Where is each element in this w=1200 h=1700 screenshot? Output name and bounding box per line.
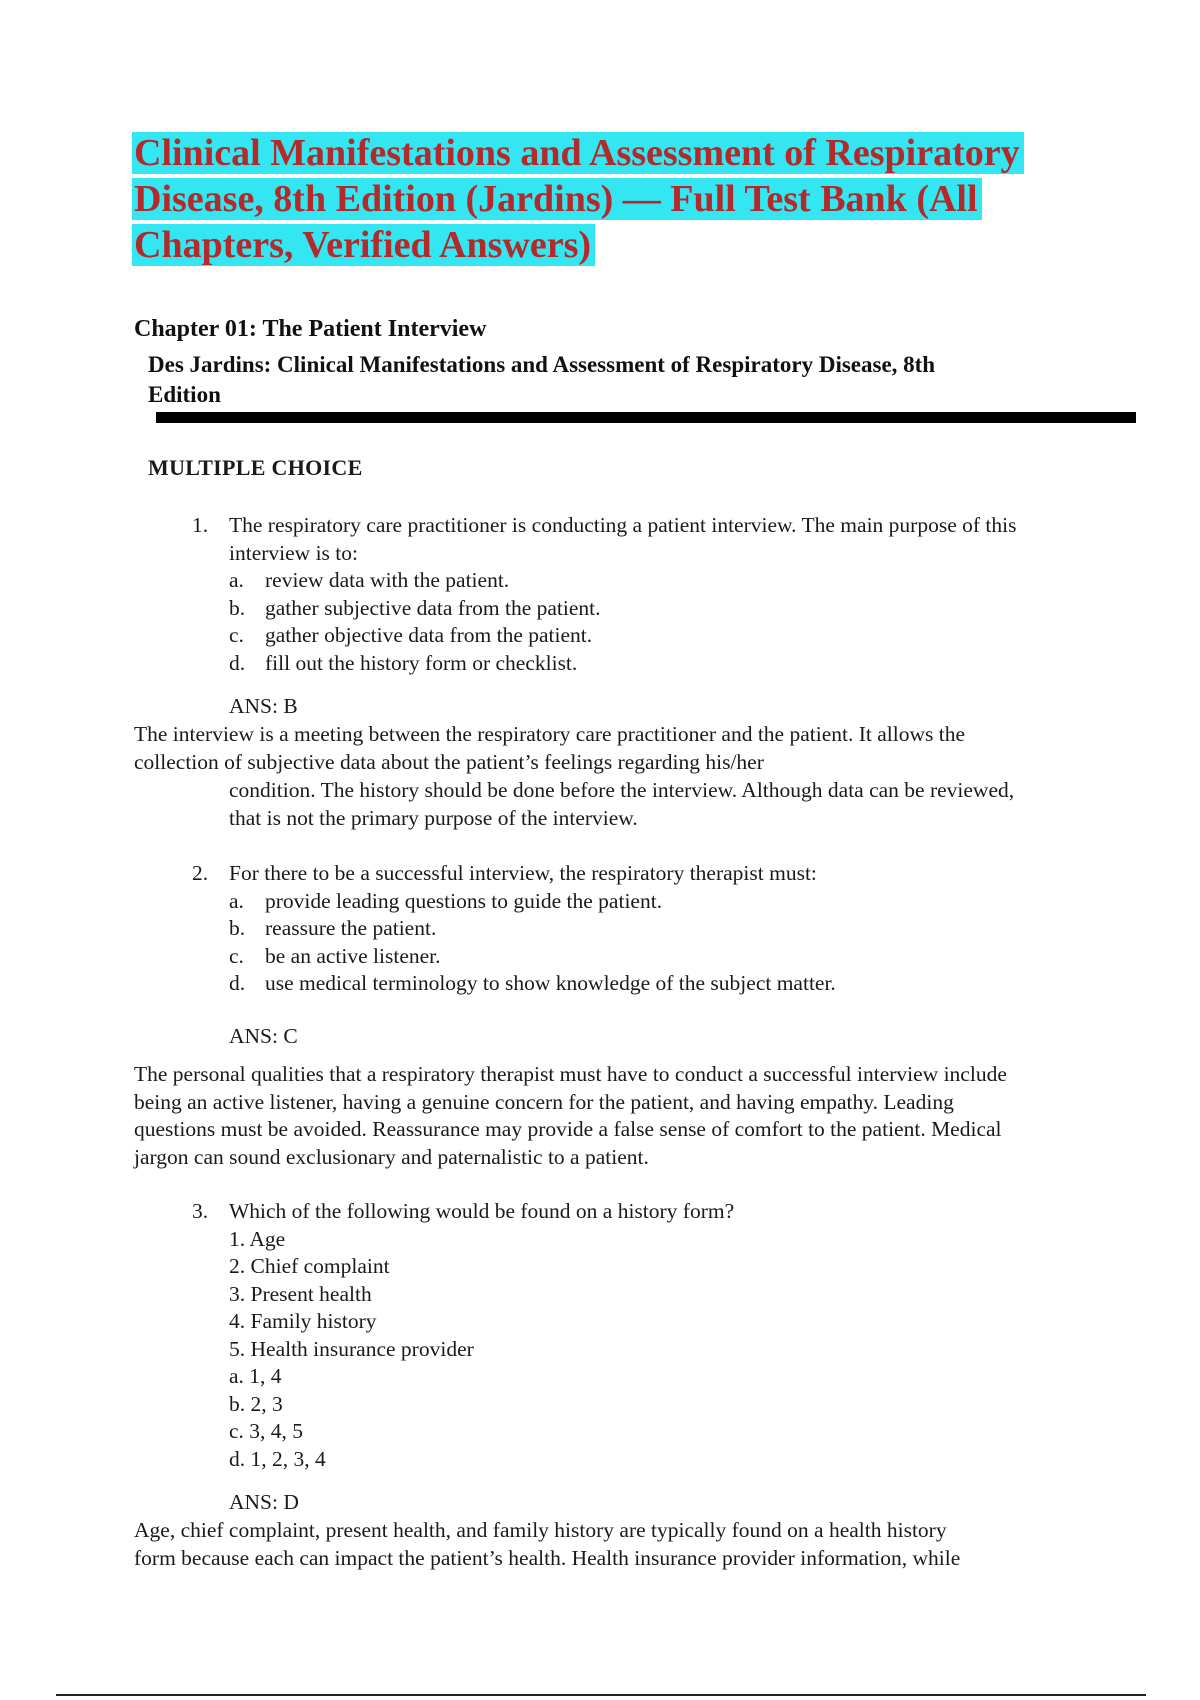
question-3-choice-a: a. 1, 4 [229,1364,282,1388]
question-1-stem-line-2: interview is to: [229,540,358,565]
question-1-rationale-line-1: The interview is a meeting between the respiratory care practitioner and the patient. It allows the [134,722,966,746]
question-3 [229,1198,1129,1473]
question-3-rationale-line-2: form because each can impact the patient’s health. Health insurance provider information, while [134,1545,961,1570]
question-3-rationale-line-1: Age, chief complaint, present health, and family history are typically found on a health history [134,1518,947,1542]
question-2-option-a: a. provide leading questions to guide the patient. [229,888,663,913]
question-3-choice-c: c. 3, 4, 5 [229,1419,304,1443]
question-1-rationale-line-4: that is not the primary purpose of the interview. [229,805,638,830]
subtitle-line-1: Des Jardins: Clinical Manifestations and Assessment of Respiratory Disease, 8th [148,352,936,377]
book-subtitle [148,350,1088,410]
question-2-option-c: c. be an active listener. [229,943,441,968]
subtitle-line-2: Edition [148,382,221,407]
page-bottom-divider [56,1694,1146,1696]
title-line-2: Disease, 8th Edition (Jardins) — Full Test Bank (All [132,178,982,220]
question-1-number: 1. [192,513,209,537]
question-3-item-2: 2. Chief complaint [229,1254,390,1278]
chapter-heading: Chapter 01: The Patient Interview [134,316,487,342]
question-2-rationale-line-1: The personal qualities that a respiratory therapist must have to conduct a successful interview include [134,1062,1007,1086]
question-2-answer: ANS: C [229,1024,298,1048]
question-2-option-d: d. use medical terminology to show knowledge of the subject matter. [229,971,836,995]
question-1-option-d: d. fill out the history form or checklist. [229,650,578,675]
question-3-stem-line-1: Which of the following would be found on a history form? [229,1199,735,1223]
question-1-option-a: a. review data with the patient. [229,568,510,592]
question-3-number: 3. [192,1199,209,1223]
question-2-rationale-line-2: being an active listener, having a genuine concern for the patient, and having empathy. Leading [134,1089,954,1114]
question-1-stem-line-1: The respiratory care practitioner is conducting a patient interview. The main purpose of this [229,513,1017,537]
question-1-rationale-line-3: condition. The history should be done before the interview. Although data can be reviewed, [229,778,1015,802]
section-heading: MULTIPLE CHOICE [148,455,363,480]
title-line-1: Clinical Manifestations and Assessment of Respiratory [132,132,1024,174]
question-3-item-1: 1. Age [229,1226,286,1251]
question-1-rationale-line-2: collection of subjective data about the patient’s feelings regarding his/her [134,749,764,774]
question-1-option-c: c. gather objective data from the patient. [229,623,593,647]
question-1-rationale [134,721,1134,776]
question-1-option-b: b. gather subjective data from the patient. [229,595,601,620]
question-3-item-5: 5. Health insurance provider [229,1336,474,1361]
question-2-rationale [134,1061,1144,1171]
question-3-item-4: 4. Family history [229,1309,377,1333]
question-3-choice-d: d. 1, 2, 3, 4 [229,1446,326,1471]
question-2-stem-line-1: For there to be a successful interview, the respiratory therapist must: [229,861,817,885]
question-1-rationale-cont [229,777,1129,832]
question-2-number: 2. [192,861,209,885]
question-3-choice-b: b. 2, 3 [229,1391,283,1416]
question-1 [229,512,1129,677]
question-2 [229,860,1129,998]
title-line-3: Chapters, Verified Answers) [132,224,595,266]
document-title [132,130,1092,268]
question-2-option-b: b. reassure the patient. [229,916,437,940]
question-3-item-3: 3. Present health [229,1281,372,1306]
question-2-rationale-line-4: jargon can sound exclusionary and paternalistic to a patient. [134,1144,649,1169]
question-3-answer: ANS: D [229,1490,299,1514]
question-1-answer: ANS: B [229,694,298,718]
header-divider [156,412,1136,423]
question-3-rationale [134,1517,1134,1572]
question-2-rationale-line-3: questions must be avoided. Reassurance may provide a false sense of comfort to the patient. Medical [134,1117,1002,1141]
